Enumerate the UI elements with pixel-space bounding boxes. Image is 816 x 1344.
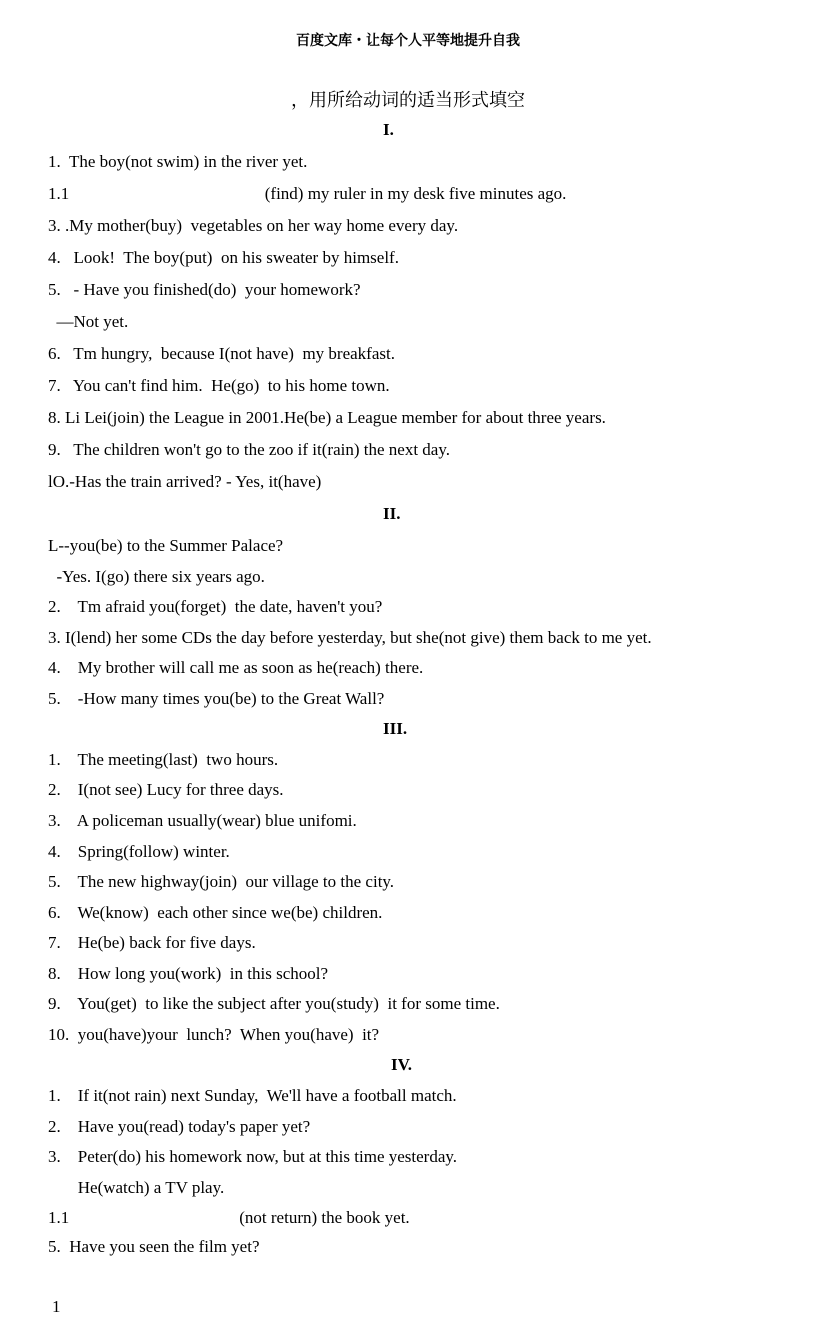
exercise-line: 9. The children won't go to the zoo if it(rain) the next day. bbox=[48, 440, 450, 459]
exercise-line: 3. A policeman usually(wear) blue unifomi. bbox=[48, 811, 357, 830]
exercise-line: 6. We(know) each other since we(be) children. bbox=[48, 903, 383, 922]
section-heading-3: III. bbox=[383, 719, 408, 738]
exercise-line: 1.1 (find) my ruler in my desk five minutes ago. bbox=[48, 184, 567, 203]
exercise-line: 4. My brother will call me as soon as he(reach) there. bbox=[48, 658, 424, 677]
exercise-line: 2. I(not see) Lucy for three days. bbox=[48, 780, 284, 799]
section-heading-2: II. bbox=[383, 504, 401, 523]
document-header: 百度文库・让每个人平等地提升自我 bbox=[296, 33, 520, 49]
exercise-line: 5. -How many times you(be) to the Great Wall? bbox=[48, 689, 385, 708]
exercise-line: 1. The meeting(last) two hours. bbox=[48, 750, 279, 769]
exercise-line: 5. The new highway(join) our village to the city. bbox=[48, 872, 395, 891]
exercise-line: -Yes. I(go) there six years ago. bbox=[48, 567, 265, 586]
exercise-line: 8. Li Lei(join) the League in 2001.He(be) a League member for about three years. bbox=[48, 408, 606, 427]
section-heading-4: IV. bbox=[391, 1055, 412, 1074]
exercise-line: 1. If it(not rain) next Sunday, We'll have a football match. bbox=[48, 1086, 457, 1105]
exercise-line: 4. Spring(follow) winter. bbox=[48, 842, 230, 861]
exercise-line: 6. Tm hungry, because I(not have) my breakfast. bbox=[48, 344, 395, 363]
exercise-line: 3. Peter(do) his homework now, but at this time yesterday. bbox=[48, 1147, 458, 1166]
exercise-line: 9. You(get) to like the subject after you(study) it for some time. bbox=[48, 994, 500, 1013]
exercise-line: 4. Look! The boy(put) on his sweater by himself. bbox=[48, 248, 399, 267]
exercise-line: —Not yet. bbox=[48, 312, 129, 331]
page-number: 1 bbox=[52, 1297, 61, 1316]
exercise-line: 8. How long you(work) in this school? bbox=[48, 964, 329, 983]
exercise-line: 2. Have you(read) today's paper yet? bbox=[48, 1117, 311, 1136]
exercise-line: 2. Tm afraid you(forget) the date, haven't you? bbox=[48, 597, 383, 616]
exercise-line: 5. Have you seen the film yet? bbox=[48, 1237, 260, 1256]
exercise-line: L--you(be) to the Summer Palace? bbox=[48, 536, 284, 555]
exercise-line: 1.1 (not return) the book yet. bbox=[48, 1208, 410, 1227]
exercise-line: 1. The boy(not swim) in the river yet. bbox=[48, 152, 308, 171]
section-heading-1: I. bbox=[383, 120, 394, 139]
exercise-line: 10. you(have)your lunch? When you(have) it? bbox=[48, 1025, 380, 1044]
exercise-line: 5. - Have you finished(do) your homework? bbox=[48, 280, 361, 299]
exercise-line: 3. .My mother(buy) vegetables on her way home every day. bbox=[48, 216, 459, 235]
exercise-line: 3. I(lend) her some CDs the day before yesterday, but she(not give) them back to me yet. bbox=[48, 628, 652, 647]
exercise-line: lO.-Has the train arrived? - Yes, it(have) bbox=[48, 472, 322, 491]
exercise-line: 7. He(be) back for five days. bbox=[48, 933, 256, 952]
exercise-title: ，用所给动词的适当形式填空 bbox=[291, 90, 525, 111]
exercise-line: He(watch) a TV play. bbox=[48, 1178, 225, 1197]
exercise-line: 7. You can't find him. He(go) to his home town. bbox=[48, 376, 390, 395]
